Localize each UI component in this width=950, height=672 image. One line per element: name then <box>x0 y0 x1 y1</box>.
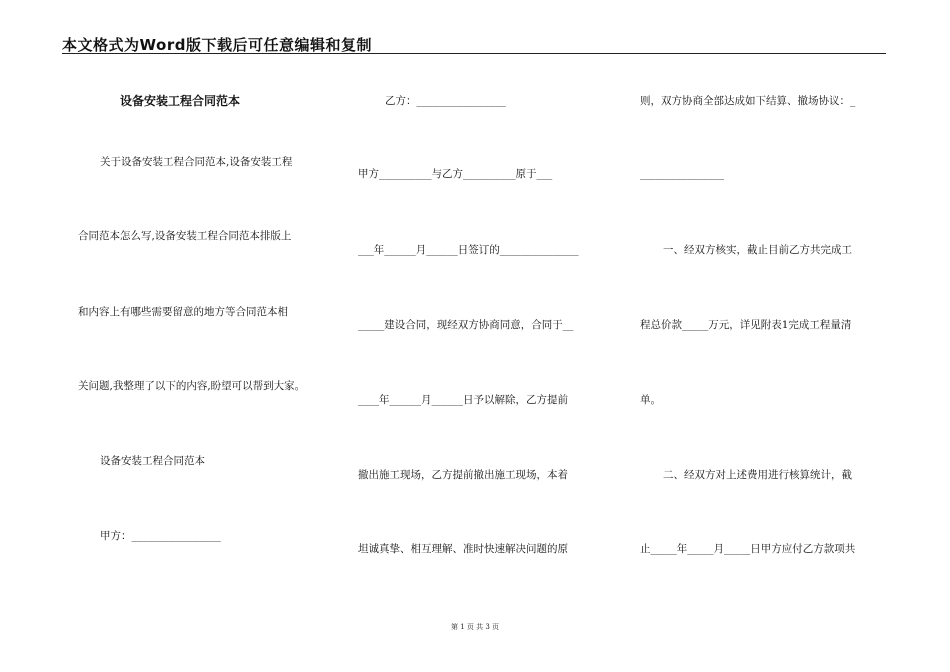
body-line: 关于设备安装工程合同范本,设备安装工程 <box>100 156 293 168</box>
header-divider <box>62 53 886 54</box>
section-heading: 设备安装工程合同范本 <box>100 455 205 467</box>
body-line: ___年______月______日签订的_______________ <box>358 244 579 256</box>
body-line: ____年______月______日予以解除，乙方提前 <box>358 394 568 406</box>
body-line: 和内容上有哪些需要留意的地方等合同范本相 <box>78 306 288 318</box>
body-line: 则，双方协商全部达成如下结算、撤场协议：_ <box>640 95 856 107</box>
body-line: 甲方__________与乙方__________原于___ <box>358 168 553 180</box>
party-a-line: 甲方：_________________ <box>100 530 221 542</box>
body-line: 合同范本怎么写,设备安装工程合同范本排版上 <box>78 230 292 242</box>
document-title: 设备安装工程合同范本 <box>120 94 241 108</box>
body-line: 关问题,我整理了以下的内容,盼望可以帮到大家。 <box>78 380 306 392</box>
body-line: 单。 <box>640 394 661 406</box>
body-line: 止_____年_____月_____日甲方应付乙方款项共 <box>640 543 856 555</box>
body-line: 程总价款_____万元，详见附表1完成工程量清 <box>640 319 852 331</box>
clause-one: 一、经双方核实，截止目前乙方共完成工 <box>663 244 852 256</box>
body-line: _____建设合同，现经双方协商同意，合同于__ <box>358 319 574 331</box>
clause-two: 二、经双方对上述费用进行核算统计，截 <box>663 469 852 481</box>
page-number: 第 1 页 共 3 页 <box>450 623 500 631</box>
party-b-line: 乙方：_________________ <box>385 95 506 107</box>
body-line: 坦诚真挚、相互理解、准时快速解决问题的原 <box>358 543 568 555</box>
body-line: ________________ <box>640 168 724 180</box>
page-header: 本文格式为Word版下载后可任意编辑和复制 <box>62 36 372 54</box>
body-line: 撤出施工现场，乙方提前撤出施工现场，本着 <box>358 469 568 481</box>
